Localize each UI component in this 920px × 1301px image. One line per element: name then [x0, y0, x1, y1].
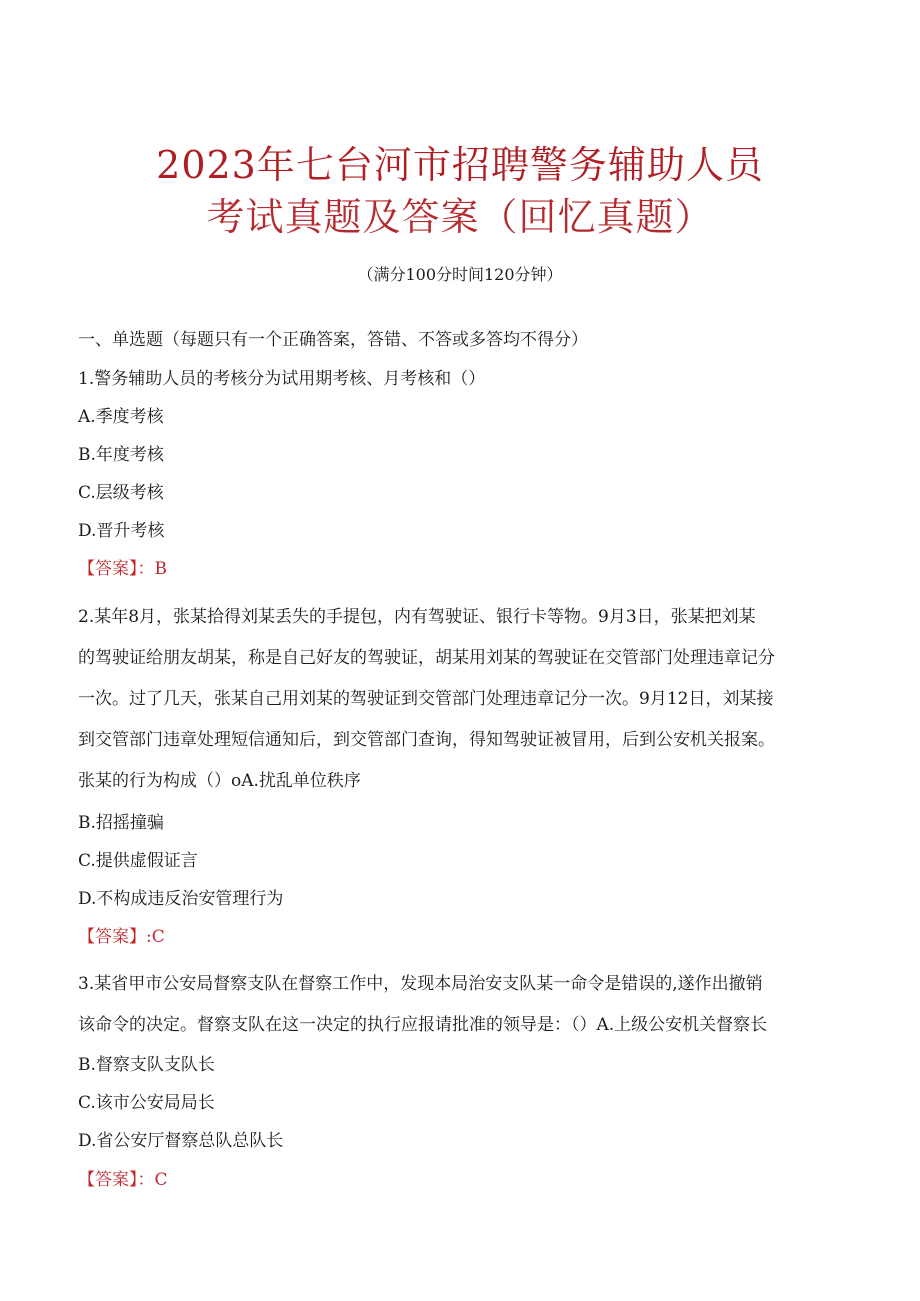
- question-1-option-b: B.年度考核: [78, 445, 164, 465]
- question-1-option-d: D.晋升考核: [78, 521, 165, 541]
- question-3-option-c: C.该市公安局局长: [78, 1093, 215, 1113]
- document-title-line-1: 2023年七台河市招聘警务辅助人员: [156, 143, 764, 187]
- exam-info: （满分100分时间120分钟）: [357, 265, 563, 284]
- answer-value: C: [154, 1170, 168, 1190]
- answer-tag: 【答案】: [78, 559, 138, 579]
- question-2-stem-line-4: 到交管部门违章处理短信通知后，到交管部门查询，得知驾驶证被冒用，后到公安机关报案。: [78, 730, 775, 750]
- question-2-stem-line-3: 一次。过了几天，张某自己用刘某的驾驶证到交管部门处理违章记分一次。9月12日，刘某接: [78, 689, 774, 709]
- question-2-stem-line-1: 2.某年8月，张某拾得刘某丢失的手提包，内有驾驶证、银行卡等物。9月3日，张某把刘某: [78, 607, 756, 627]
- answer-separator: :: [146, 927, 152, 947]
- question-2-option-c: C.提供虚假证言: [78, 851, 198, 871]
- document-title-line-2: 考试真题及答案（回忆真题）: [206, 195, 714, 239]
- answer-tag: 【答案】: [78, 927, 146, 947]
- question-1-option-c: C.层级考核: [78, 483, 164, 503]
- answer-value: B: [154, 559, 167, 579]
- question-2-stem-line-2: 的驾驶证给朋友胡某，称是自己好友的驾驶证，胡某用刘某的驾驶证在交管部门处理违章记分: [78, 648, 775, 668]
- answer-tag: 【答案】: [78, 1170, 138, 1190]
- question-2-answer: [78, 924, 165, 950]
- answer-value: C: [151, 927, 165, 947]
- question-3-option-b: B.督察支队支队长: [78, 1055, 215, 1075]
- answer-separator: ：: [137, 559, 155, 579]
- question-1-option-a: A.季度考核: [78, 407, 164, 427]
- question-3-stem-line-1: 3.某省甲市公安局督察支队在督察工作中，发现本局治安支队某一命令是错误的,遂作出撤销: [78, 974, 763, 994]
- question-2-option-b: B.招摇撞骗: [78, 813, 164, 833]
- section-header: 一、单选题（每题只有一个正确答案，答错、不答或多答均不得分）: [78, 330, 588, 350]
- question-1-stem: 1.警务辅助人员的考核分为试用期考核、月考核和（）: [78, 369, 486, 389]
- question-1-answer: [78, 556, 167, 582]
- answer-separator: ：: [137, 1170, 155, 1190]
- question-3-stem-line-2: 该命令的决定。督察支队在这一决定的执行应报请批准的领导是：（）A.上级公安机关督察长: [78, 1015, 768, 1035]
- question-2-option-d: D.不构成违反治安管理行为: [78, 889, 284, 909]
- question-2-stem-line-5: 张某的行为构成（）oA.扰乱单位秩序: [78, 771, 361, 791]
- question-3-answer: [78, 1167, 168, 1193]
- question-3-option-d: D.省公安厅督察总队总队长: [78, 1131, 284, 1151]
